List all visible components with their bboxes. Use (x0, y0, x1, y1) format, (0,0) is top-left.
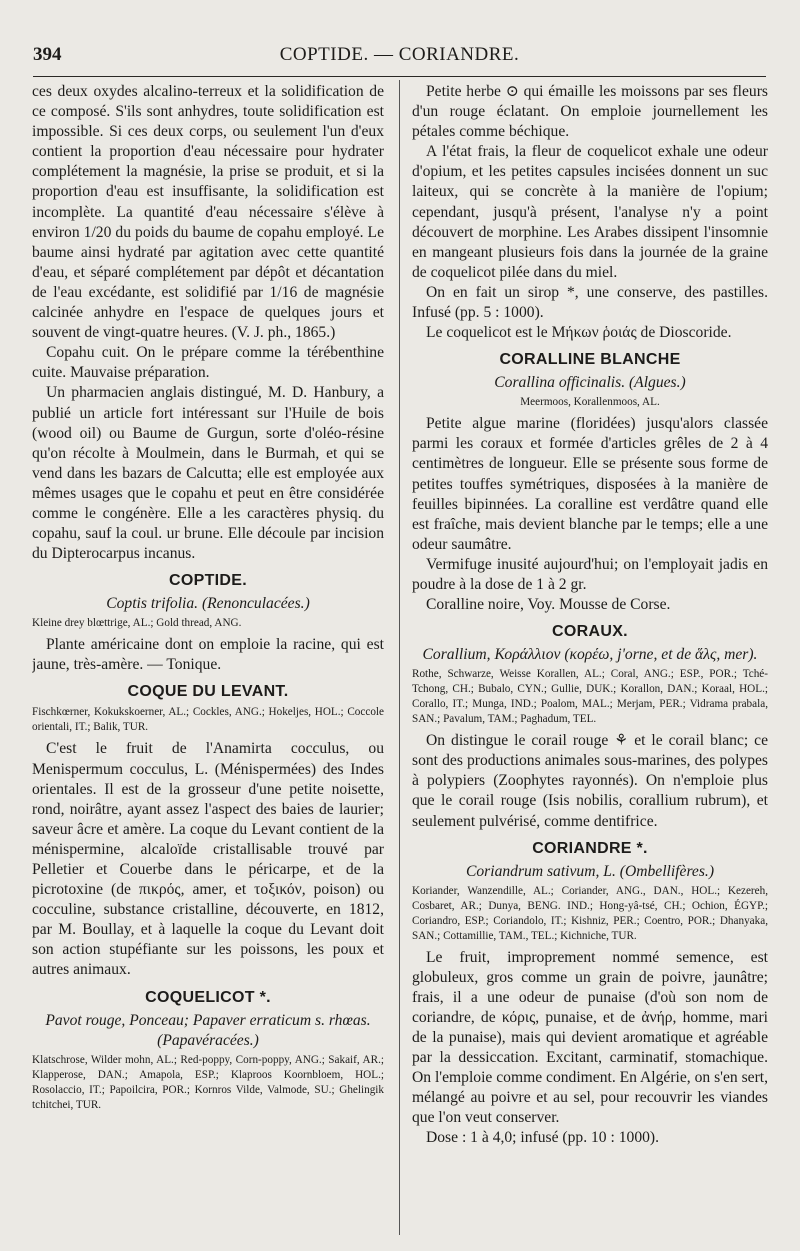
paragraph: Le fruit, improprement nommé semence, est globuleux, gros comme un grain de poivre, jaunâtre; frais, il a une odeur de punaise (d'où son nom de coriandre, de κόρις, punaise, et de ἀνήρ, homme, mari de la punaise), mais qui devient aromatique et agréable par la dessiccation. Excitant, carminatif, stomachique. On l'emploie comme condiment. En Algérie, on s'en sert, mélangé au poivre et au sel, pour recouvrir les viandes que l'on veut conserver. (412, 948, 768, 1127)
paragraph: Le coquelicot est le Μήκων ῥοιάς de Dioscoride. (426, 324, 732, 342)
paragraph: Dose : 1 à 4,0; infusé (pp. 10 : 1000). (426, 1129, 660, 1147)
entry-synonyms: Kleine drey blœttrige, AL.; Gold thread, ANG. (32, 617, 242, 630)
paragraph: Petite algue marine (floridées) jusqu'alors classée parmi les coraux et formée d'articles grêles de 2 à 4 centimètres de longueur. Elle se présente sous forme de petites touffes symétriques, disposées à la manière de feuilles bipinnées. La coralline est verdâtre quand elle est fraîche, mais devient blanche par le temps; elle a une odeur saumâtre. (412, 415, 768, 553)
entry-subtitle: Corallina officinalis. (Algues.) (494, 374, 686, 392)
paragraph: Coralline noire, Voy. Mousse de Corse. (426, 596, 671, 614)
entry-subtitle: Coptis trifolia. (Renonculacées.) (106, 595, 310, 613)
paragraph: ces deux oxydes alcalino-terreux et la solidification de ce composé. S'ils sont anhydres, toute solidification est impossible. Si ces deux corps, ou seulement l'un d'eux contient la proportion d'eau nécessaire pour hydrater complétement la magnésie, la prise se produit, et si la proportion d'eau est insuffisante, la solidification est incomplète. La quantité d'eau nécessaire s'élève à environ 1/20 du poids du baume de copahu employé. Le baume ainsi hydraté par agitation avec cette quantité d'eau, et séparé complétement par dépôt et décantation de l'eau excédante, est solidifié par 1/16 de magnésie calcinée anhydre en l'espace de quelques jours et souvent de vingt-quatre heures. (V. J. ph., 1865.) (32, 83, 384, 342)
entry-heading-coquelicot: COQUELICOT *. (145, 988, 271, 1006)
paragraph: Vermifuge inusité aujourd'hui; on l'employait jadis en poudre à la dose de 1 à 2 gr. (412, 555, 768, 593)
entry-heading-coraux: CORAUX. (552, 623, 628, 641)
paragraph: Un pharmacien anglais distingué, M. D. Hanbury, a publié un article fort intéressant sur l'Huile de bois (wood oil) ou Baume de Gurgun, sorte d'oléo-résine qu'on récolte à Moulmein, dans le Burmah, et qui se vend dans les bazars de Calcutta; elle est employée aux mêmes usages que le copahu et peut en être considérée comme le congénère. Elle a les caractères physiq. du copahu, sauf la coul. ur brune. Elle découle par incision du Dipterocarpus incanus. (32, 384, 384, 563)
entry-subtitle: Coriandrum sativum, L. (Ombellifères.) (465, 862, 715, 880)
entry-heading-coque-du-levant: COQUE DU LEVANT. (127, 683, 289, 701)
entry-synonyms: Klatschrose, Wilder mohn, AL.; Red-poppy, Corn-poppy, ANG.; Sakaif, AR.; Klapperose, DAN.; Amapola, ESP.; Klaproos Koornbloem, HOL.; Rosolaccio, IT.; Papoilcira, POR.; Kornros Vilde, Valmode, SU.; Ghelingik tchitchei, TUR. (32, 1053, 384, 1111)
paragraph: On en fait un sirop *, une conserve, des pastilles. Infusé (pp. 5 : 1000). (412, 283, 768, 322)
entry-heading-coptide: COPTIDE. (169, 572, 247, 590)
paragraph: Petite herbe ⊙ qui émaille les moissons par ses fleurs d'un rouge éclatant. On emploie journellement les pétales comme béchique. (412, 83, 768, 141)
entry-subtitle: Pavot rouge, Ponceau; Papaver erraticum s. rhœas. (Papavéracées.) (45, 1011, 371, 1049)
entry-synonyms: Meermoos, Korallenmoos, AL. (520, 396, 660, 409)
header-rule (33, 76, 766, 77)
entry-heading-coralline-blanche: CORALLINE BLANCHE (499, 351, 681, 369)
entry-synonyms: Fischkœrner, Kokukskoerner, AL.; Cockles, ANG.; Hokeljes, HOL.; Coccole orientali, IT.; Balik, TUR. (32, 706, 384, 734)
paragraph: Plante américaine dont on emploie la racine, qui est jaune, très-amère. — Tonique. (32, 636, 384, 674)
running-title: COPTIDE. — CORIANDRE. (279, 44, 520, 65)
paragraph: Copahu cuit. On le prépare comme la térébenthine cuite. Mauvaise préparation. (32, 344, 384, 382)
page-header (33, 44, 766, 72)
entry-synonyms: Koriander, Wanzendille, AL.; Coriander, ANG., DAN., HOL.; Kezereh, Cosbaret, AR.; Dunya, BENG. IND.; Hong-yâ-tsé, CH.; Ochion, ÉGYP.; Coriandro, ESP.; Coriandolo, IT.; Kishniz, PER.; Coentro, POR.; Dhanyaka, SAN.; Cottamillie, TAM., TEL.; Kichniche, TUR. (412, 884, 768, 942)
entry-subtitle: Corallium, Κοράλλιον (κορέω, j'orne, et de ἅλς, mer). (422, 646, 758, 664)
entry-heading-coriandre: CORIANDRE *. (532, 839, 648, 857)
paragraph: On distingue le corail rouge ⚘ et le corail blanc; ce sont des productions animales sous-marines, des polypes à polypiers (Zoophytes rayonnés). On n'emploie plus que le corail rouge (Isis nobilis, corallium rubrum), et seulement pulvérisé, comme dentifrice. (412, 732, 768, 830)
right-column (412, 82, 768, 1242)
page-number: 394 (33, 44, 62, 65)
column-divider (399, 80, 400, 1235)
paragraph: A l'état frais, la fleur de coquelicot exhale une odeur d'opium, et les petites capsules incisées donnent un suc laiteux, qui se concrète à la manière de l'opium; cependant, jusqu'à présent, l'analyse n'y a point découvert de morphine. Les Arabes dissipent l'insomnie en mangeant plusieurs fois dans la journée de la graine de coquelicot pilée dans du miel. (412, 143, 768, 281)
left-column (32, 82, 384, 1242)
paragraph: C'est le fruit de l'Anamirta cocculus, ou Menispermum cocculus, L. (Ménispermées) des Indes orientales. Il est de la grosseur d'une petite noisette, rond, noirâtre, ayant assez l'aspect des baies de laurier; saveur âcre et amère. La coque du Levant contient de la ménispermine, alcaloïde cristallisable trouvé par Pelletier et Couerbe dans le péricarpe, et de la picrotoxine (de πικρός, amer, et τοξικόν, poison) ou cocculine, substance cristalline, découverte, en 1812, par M. Boullay, et à laquelle la coque du Levant doit son action stupéfiante sur les poissons, les poux et autres animaux. (32, 740, 384, 979)
entry-synonyms: Rothe, Schwarze, Weisse Korallen, AL.; Coral, ANG.; ESP., POR.; Tché-Tchong, CH.; Bubalo, CYN.; Gullie, DUK.; Korallon, DAN.; Koraal, HOL.; Corallo, IT.; Munga, IND.; Poalom, MAL.; Merjam, PER.; Vidrama prabala, SAN.; Pavalum, TAM.; Paghadum, TEL. (412, 668, 768, 726)
